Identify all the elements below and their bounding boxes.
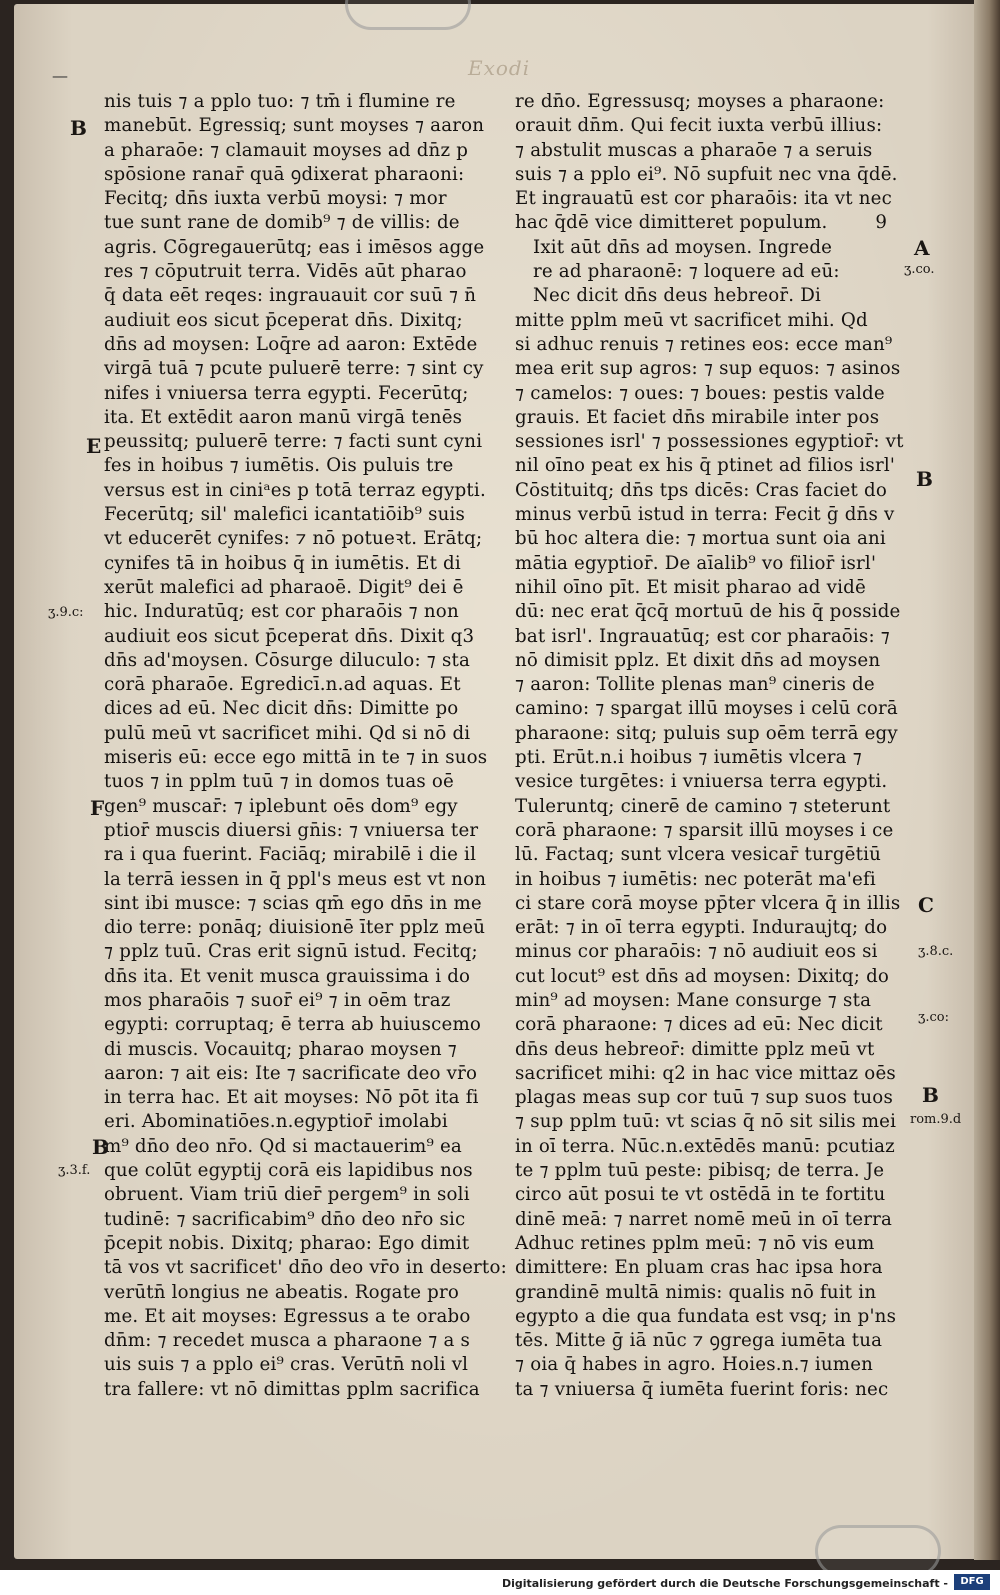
text-line: plagas meas sup cor tuū ⁊ sup suos tuos [515,1087,893,1109]
text-line: miseris eū: ecce ego mittā in te ⁊ in suos [104,747,488,769]
text-line: agris. Cōgregauerūtq; eas i imēsos agge [104,236,485,258]
text-line: nihil oīno pīt. Et misit pharao ad vidē [515,576,866,598]
text-line: circo aūt posui te vt ostēdā in te fortitu [515,1184,886,1206]
text-line: in hoibus ⁊ iumētis: nec poterāt ma'efi [515,868,876,890]
text-line: minus verbū istud in terra: Fecit ḡ dn̄s v [515,504,895,526]
text-line: ptior̄ muscis diuersi gn̄is: ⁊ vniuersa ter [104,819,479,841]
text-line: tā vos vt sacrificet' dn̄o deo vr̄o in deserto: [104,1257,507,1279]
text-line: audiuit eos sicut p̄ceperat dn̄s. Dixit q3 [104,625,475,647]
text-line: erāt: ⁊ in oī terra egypti. Induraujtq; do [515,917,888,939]
text-line: vesice turgētes: i vniuersa terra egypti. [515,771,888,793]
margin-letter-f: F [90,796,105,820]
page-clip-top [345,0,471,30]
text-line: pulū meū vt sacrificet mihi. Qd si nō di [104,722,471,744]
text-line: tue sunt rane de domib⁹ ⁊ de villis: de [104,212,460,234]
text-line: mea erit sup agros: ⁊ sup equos: ⁊ asinos [515,358,901,380]
text-column-left [104,90,507,1402]
text-line: bū hoc altera die: ⁊ mortua sunt oia ani [515,528,886,550]
text-line: ⁊ pplz tuū. Cras erit signū istud. Fecitq; [104,941,478,963]
text-line: dn̄m: ⁊ recedet musca a pharaone ⁊ a s [104,1330,471,1352]
text-line: tra fallere: vt nō dimittas pplm sacrifica [104,1378,480,1400]
text-line: Cōstituitq; dn̄s tps dicēs: Cras faciet do [515,479,888,501]
text-line: m⁹ dn̄o deo nr̄o. Qd si mactauerim⁹ ea [104,1135,462,1157]
text-line: fes in hoibus ⁊ iumētis. Ois puluis tre [104,455,454,477]
text-line: Fecerūtq; sil' malefici icantatiōib⁹ suis [104,504,466,526]
text-line: tuos ⁊ in pplm tuū ⁊ in domos tuas oē [104,771,454,793]
text-line: dn̄s ad'moysen. Cōsurge diluculo: ⁊ sta [104,649,471,671]
text-line: egypto a die qua fundata est vsq; in p'ns [515,1305,897,1327]
page-mark: — [52,66,68,85]
text-line: grandinē multā nimis: qualis nō fuit in [515,1281,877,1303]
margin-reference: ʒ.3.f. [58,1163,91,1178]
text-line: verūtn̄ longius ne abeatis. Rogate pro [104,1281,460,1303]
text-column-right [515,90,910,1402]
margin-letter-a: A [914,236,930,260]
text-line: in terra hac. Et ait moyses: Nō pōt ita fi [104,1087,479,1109]
text-line: cut locut⁹ est dn̄s ad moysen: Dixitq; do [515,965,890,987]
text-line: p̄cepit nobis. Dixitq; pharao: Ego dimit [104,1232,470,1254]
text-line: peussitq; puluerē terre: ⁊ facti sunt cyni [104,431,483,453]
text-line: sacrificet mihi: q2 in hac vice mittaz oēs [515,1062,896,1084]
text-line: a pharaōe: ⁊ clamauit moyses ad dn̄z p [104,139,469,161]
text-line: audiuit eos sicut p̄ceperat dn̄s. Dixitq; [104,309,463,331]
text-line: eri. Abominatiōes.n.egyptior̄ imolabi [104,1111,448,1133]
text-line: la terrā iessen in q̄ ppl's meus est vt non [104,868,487,890]
text-line: Fecitq; dn̄s iuxta verbū moysi: ⁊ mor [104,188,447,210]
text-line: hic. Induratūq; est cor pharaōis ⁊ non [104,601,459,623]
text-line: re ad pharaonē: ⁊ loquere ad eū: [515,261,840,283]
text-line: min⁹ ad moysen: Mane consurge ⁊ sta [515,989,872,1011]
text-line: hac q̄dē vice dimitteret populum. 9 [515,212,888,234]
text-line: nō dimisit pplz. Et dixit dn̄s ad moysen [515,649,881,671]
text-line: tēs. Mitte ḡ iā nūc ⁊ ꝯgrega iumēta tua [515,1330,883,1352]
text-line: q̄ data eēt reqes: ingrauauit cor suū ⁊ n̄ [104,285,477,307]
text-line: cynifes tā in hoibus q̄ in iumētis. Et di [104,552,461,574]
text-line: versus est in ciniᵃes p totā terraz egypti. [104,479,486,501]
text-line: re dn̄o. Egressusq; moyses a pharaone: [515,91,885,112]
margin-reference: ʒ.9.c: [48,605,84,620]
text-line: dn̄s deus hebreor̄: dimitte pplz meū vt [515,1038,875,1060]
text-line: Ixit aūt dn̄s ad moysen. Ingrede [515,236,833,258]
text-line: minus cor pharaōis: ⁊ nō audiuit eos si [515,941,878,963]
text-line: suis ⁊ a pplo ei⁹. Nō supfuit nec vna q̄dē. [515,163,898,185]
text-line: ⁊ sup pplm tuū: vt scias q̄ nō sit silis mei [515,1111,897,1133]
text-line: pti. Erūt.n.i hoibus ⁊ iumētis vlcera ⁊ [515,747,862,769]
text-line: gen⁹ muscar̄: ⁊ iplebunt oēs dom⁹ egy [104,795,458,817]
margin-letter-b: B [916,467,933,491]
text-line: sint ibi musce: ⁊ scias qm̄ ego dn̄s in me [104,892,482,914]
margin-letter-b: B [92,1135,109,1159]
text-line: me. Et ait moyses: Egressus a te orabo [104,1305,471,1327]
text-line: ita. Et extēdit aaron manū virgā tenēs [104,406,463,428]
text-line: Adhuc retines pplm meū: ⁊ nō vis eum [515,1232,875,1254]
text-line: pharaone: sitq; puluis sup oēm terrā egy [515,722,898,744]
text-line: corā pharaōe. Egredicī.n.ad aquas. Et [104,674,461,696]
margin-letter-c: C [918,893,934,917]
text-line: egypti: corruptaq; ē terra ab huiuscemo [104,1014,482,1036]
text-line: di muscis. Vocauitq; pharao moysen ⁊ [104,1038,458,1060]
text-line: ta ⁊ vniuersa q̄ iumēta fuerint foris: nec [515,1378,889,1400]
margin-reference: rom.9.d [910,1112,962,1127]
book-page-edge [974,0,1000,1560]
text-line: manebūt. Egressiq; sunt moyses ⁊ aaron [104,115,485,137]
text-line: dio terre: ponāq; diuisionē īter pplz meū [104,917,486,939]
text-line: ⁊ abstulit muscas a pharaōe ⁊ a seruis [515,139,873,161]
text-line: mitte pplm meū vt sacrificet mihi. Qd [515,309,868,331]
text-line: in oī terra. Nūc.n.extēdēs manū: pcutiaz [515,1135,895,1157]
text-line: vt educerēt cynifes: ⁊ nō potueꝛt. Erātq; [104,528,483,550]
margin-letter-e: E [86,434,102,458]
text-line: mātia egyptior̄. De aīalib⁹ vo filior̄ isrl' [515,552,877,574]
margin-reference: ʒ.co: [918,1010,949,1025]
footer-credit: Digitalisierung gefördert durch die Deutsche Forschungsgemeinschaft - [501,1577,948,1590]
text-line: Tuleruntq; cinerē de camino ⁊ steterunt [515,795,891,817]
text-line: orauit dn̄m. Qui fecit iuxta verbū illius: [515,115,883,137]
margin-letter-b: B [70,116,87,140]
text-line: uis suis ⁊ a pplo ei⁹ cras. Verūtn̄ noli vl [104,1354,469,1376]
text-line: xerūt malefici ad pharaoē. Digit⁹ dei ē [104,576,464,598]
text-line: corā pharaone: ⁊ dices ad eū: Nec dicit [515,1014,883,1036]
text-line: nil oīno peat ex his q̄ ptinet ad filios isrl' [515,455,896,477]
text-line: dn̄s ad moysen: Loq̄re ad aaron: Extēde [104,333,478,355]
text-line: ⁊ aaron: Tollite plenas man⁹ cineris de [515,674,875,696]
text-line: ⁊ oia q̄ habes in agro. Hoies.n.⁊ iumen [515,1354,874,1376]
running-head: Exodi [468,56,531,80]
text-line: Et ingrauatū est cor pharaōis: ita vt nec [515,188,892,210]
text-line: tudinē: ⁊ sacrificabim⁹ dn̄o deo nr̄o sic [104,1208,466,1230]
text-line: si adhuc renuis ⁊ retines eos: ecce man⁹ [515,333,893,355]
text-line: dinē meā: ⁊ narret nomē meū in oī terra [515,1208,893,1230]
text-line: ⁊ camelos: ⁊ oues: ⁊ boues: pestis valde [515,382,885,404]
text-line: mos pharaōis ⁊ suor̄ ei⁹ ⁊ in oēm traz [104,989,451,1011]
margin-reference: ʒ.8.c. [918,944,954,959]
text-line: Nec dicit dn̄s deus hebreor̄. Di [515,285,822,307]
text-line: dn̄s ita. Et venit musca grauissima i do [104,965,471,987]
text-line: dimittere: En pluam cras hac ipsa hora [515,1257,883,1279]
text-line: virgā tuā ⁊ pcute puluerē terre: ⁊ sint cy [104,358,484,380]
text-line: que colūt egyptij corā eis lapidibus nos [104,1160,473,1182]
text-line: lū. Factaq; sunt vlcera vesicar̄ turgētiū [515,844,882,866]
text-line: obruent. Viam triū dier̄ pergem⁹ in soli [104,1184,470,1206]
text-line: camino: ⁊ spargat illū moyses i celū corā [515,698,898,720]
text-line: nifes i vniuersa terra egypti. Fecerūtq; [104,382,469,404]
margin-reference: ʒ.co. [904,262,935,277]
margin-letter-b: B [922,1083,939,1107]
text-line: ra i qua fuerint. Faciāq; mirabilē i die il [104,844,477,866]
text-line: nis tuis ⁊ a pplo tuo: ⁊ tm̄ i flumine re [104,91,456,112]
text-line: dū: nec erat q̄cq̄ mortuū de his q̄ posside [515,601,901,623]
text-line: te ⁊ pplm tuū peste: pibisq; de terra. Je [515,1160,885,1182]
text-line: res ⁊ cōputruit terra. Vidēs aūt pharao [104,261,467,283]
text-line: corā pharaone: ⁊ sparsit illū moyses i ce [515,819,894,841]
text-line: sessiones isrl' ⁊ possessiones egyptior̄: vt [515,431,904,453]
text-line: ci stare corā moyse pp̄ter vlcera q̄ in illis [515,892,901,914]
text-line: aaron: ⁊ ait eis: Ite ⁊ sacrificate deo vr̄o [104,1062,478,1084]
text-line: dices ad eū. Nec dicit dn̄s: Dimitte po [104,698,459,720]
text-line: bat isrl'. Ingrauatūq; est cor pharaōis: ⁊ [515,625,890,647]
text-line: spōsione ranar̄ quā ꝯdixerat pharaoni: [104,163,465,185]
text-line: grauis. Et faciet dn̄s mirabile inter pos [515,406,880,428]
dfg-logo: DFG [954,1574,990,1590]
